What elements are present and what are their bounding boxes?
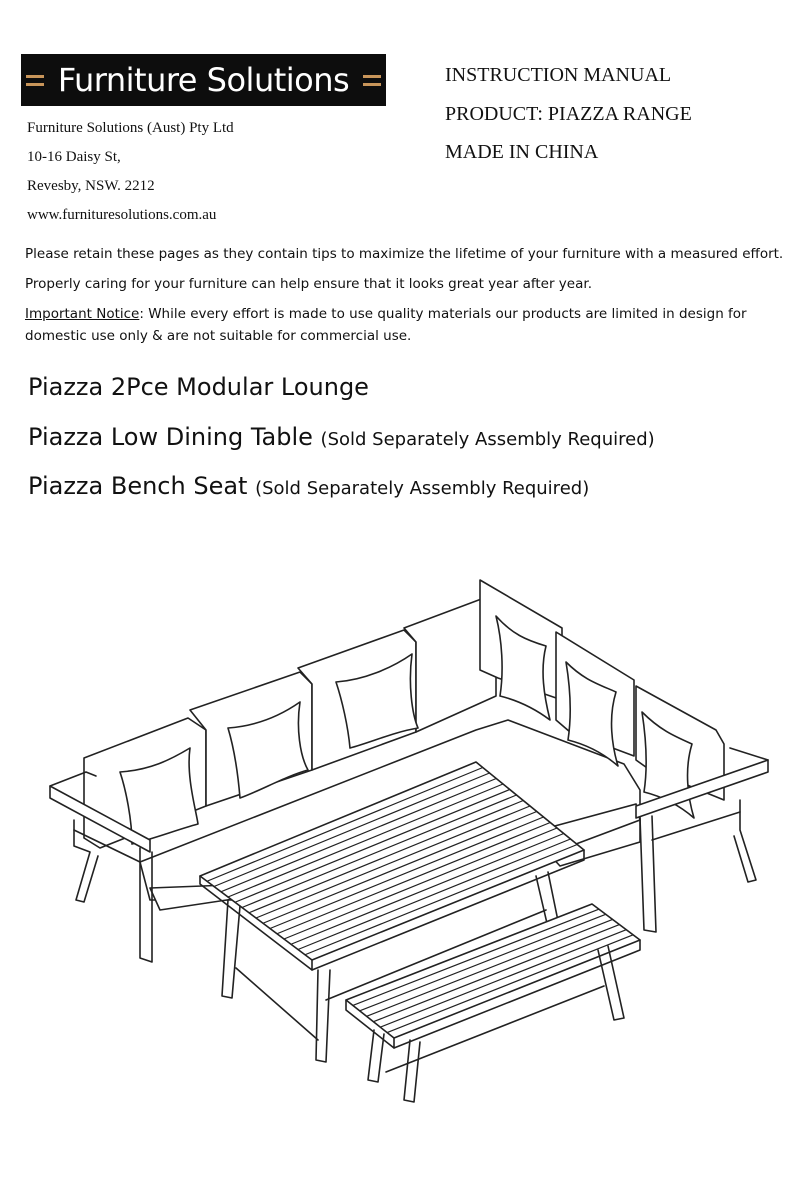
furniture-set-illustration [40, 570, 780, 1110]
company-suburb: Revesby, NSW. 2212 [27, 178, 155, 194]
bench-seat [346, 904, 640, 1102]
brand-logo [21, 54, 386, 106]
product-note: (Sold Separately Assembly Required) [320, 429, 655, 450]
product-name: Piazza Bench Seat [28, 472, 248, 500]
logo-left-bars-icon [26, 75, 44, 86]
company-name: Furniture Solutions (Aust) Pty Ltd [27, 120, 234, 136]
company-street: 10-16 Daisy St, [27, 149, 121, 165]
product-title [28, 423, 655, 451]
important-notice [25, 303, 795, 347]
logo-text: Furniture Solutions [57, 61, 350, 99]
logo-right-bars-icon [363, 75, 381, 86]
product-name: Piazza Low Dining Table [28, 423, 313, 451]
manual-origin: MADE IN CHINA [445, 141, 599, 163]
product-title [28, 472, 589, 500]
manual-product: PRODUCT: PIAZZA RANGE [445, 103, 692, 125]
retain-note: Please retain these pages as they contain tips to maximize the lifetime of your furniture with a measured effort. [25, 246, 784, 262]
product-title [28, 373, 369, 401]
notice-text: : While every effort is made to use quality materials our products are limited in design for domestic use only & are not suitable for commercial use. [25, 306, 747, 344]
notice-label: Important Notice [25, 306, 140, 322]
company-website: www.furnituresolutions.com.au [27, 207, 217, 223]
care-note: Properly caring for your furniture can help ensure that it looks great year after year. [25, 276, 592, 292]
product-note: (Sold Separately Assembly Required) [255, 478, 590, 499]
manual-title: INSTRUCTION MANUAL [445, 64, 672, 86]
product-name: Piazza 2Pce Modular Lounge [28, 373, 369, 401]
